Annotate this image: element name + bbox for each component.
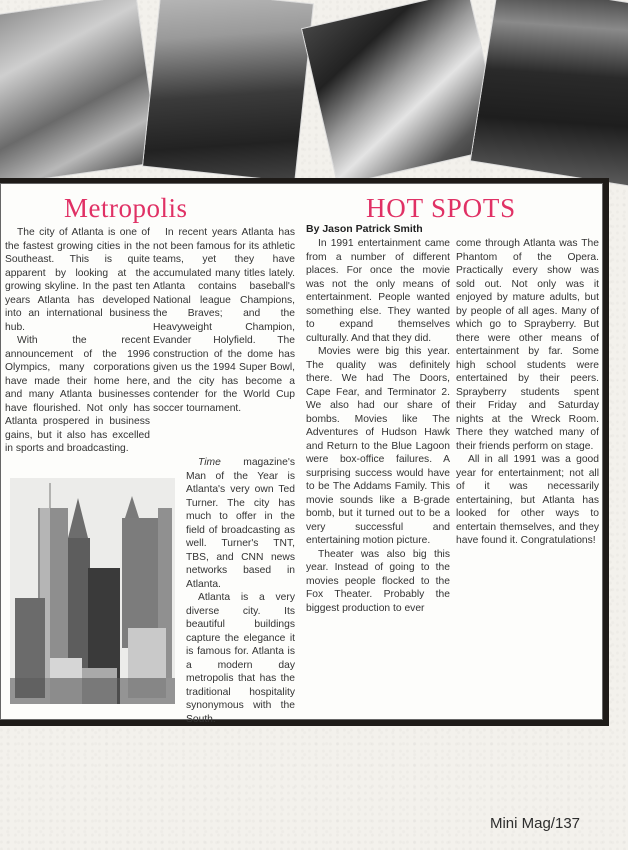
metropolis-column-2	[153, 226, 295, 415]
hotspots-column-2	[456, 237, 599, 548]
paragraph: The city of Atlanta is one of the fastest growing cities in the Southeast. This is quite apparent by looking at the growing skyline. In the past ten years Atlanta has developed into an international business hub.	[5, 227, 150, 333]
paragraph: All in all 1991 was a good year for entertainment; not all of it was necessarily entertaining, but Atlanta has looked for other ways to entertain themselves, and they have found it. Congratulations!	[456, 454, 599, 546]
photo-young-man-cap	[143, 0, 313, 181]
paragraph: Theater was also big this year. Instead of going to the movies people flocked to the Fox Theater. Probably the biggest production to ever	[306, 548, 450, 614]
paragraph: Movies were big this year. The quality was definitely there. We had The Doors, Cape Fear, and Terminator 2. We also had our share of bombs. Movies like The Adventures of Hudson Hawk and Return to the Blue Lagoon were box-office failures. A surprising success would have to be The Addams Family. This movie sounds like a B-grade bomb, but it turned out to be a very successful and entertaining motion picture.	[306, 346, 450, 546]
metropolis-headline: Metropolis	[64, 193, 188, 223]
page-number: Mini Mag/137	[489, 815, 580, 832]
atlanta-skyline-photo	[10, 478, 175, 704]
paragraph: Atlanta is a very diverse city. Its beautiful buildings capture the elegance it is famous for. Atlanta is a modern day metropolis that has the traditional hospitality synonymous with the South.	[186, 592, 295, 725]
metropolis-column-1	[5, 226, 150, 456]
paragraph: With the recent announcement of the 1996 Olympics, many corporations have made their home here, and many Atlanta businesses have flourished. Not only has Atlanta prospered in business gains, but it also has excelled in sports and broadcasting.	[5, 335, 150, 454]
hotspots-headline: HOT SPOTS	[366, 193, 516, 223]
paragraph-text: magazine's Man of the Year is Atlanta's very own Ted Turner. The city has much to offer in the field of broadcasting as well. Turner's TNT, TBS, and CNN news networks based in Atlanta.	[186, 457, 295, 590]
photo-crowd-cheering	[0, 0, 159, 184]
paragraph: come through Atlanta was The Phantom of the Opera. Practically every show was sold out. Not only was it enjoyed by mature adults, but by people of all ages. Many of which go to Sprayberry. But there were other means of entertainment by far. Some high school students were entertained by their peers. Sprayberry students spent their Friday and Saturday nights at the Wreck Room. There they watched many of their friends perform on stage.	[456, 238, 599, 452]
skyline-illustration	[10, 478, 175, 704]
magazine-title: Time	[198, 457, 221, 468]
paragraph: In 1991 entertainment came from a number of different places. For once the movie was not the only means of entertainment. People wanted something else. They wanted to expand themselves culturally. And that they did.	[306, 238, 450, 344]
photo-friends-party	[471, 0, 628, 185]
metropolis-column-2-lower	[186, 456, 295, 726]
hotspots-column-1	[306, 237, 450, 615]
paragraph: In recent years Atlanta has not been famous for its athletic teams, yet they have accumulated many titles lately. Atlanta contains baseball's National league Champions, the Braves; and the Heavyweight Champion, Evander Holyfield. The construction of the dome has given us the 1994 Super Bowl, and the city has become a contender for the World Cup soccer tournament.	[153, 227, 295, 414]
byline: By Jason Patrick Smith	[306, 223, 423, 235]
paragraph	[186, 456, 295, 591]
